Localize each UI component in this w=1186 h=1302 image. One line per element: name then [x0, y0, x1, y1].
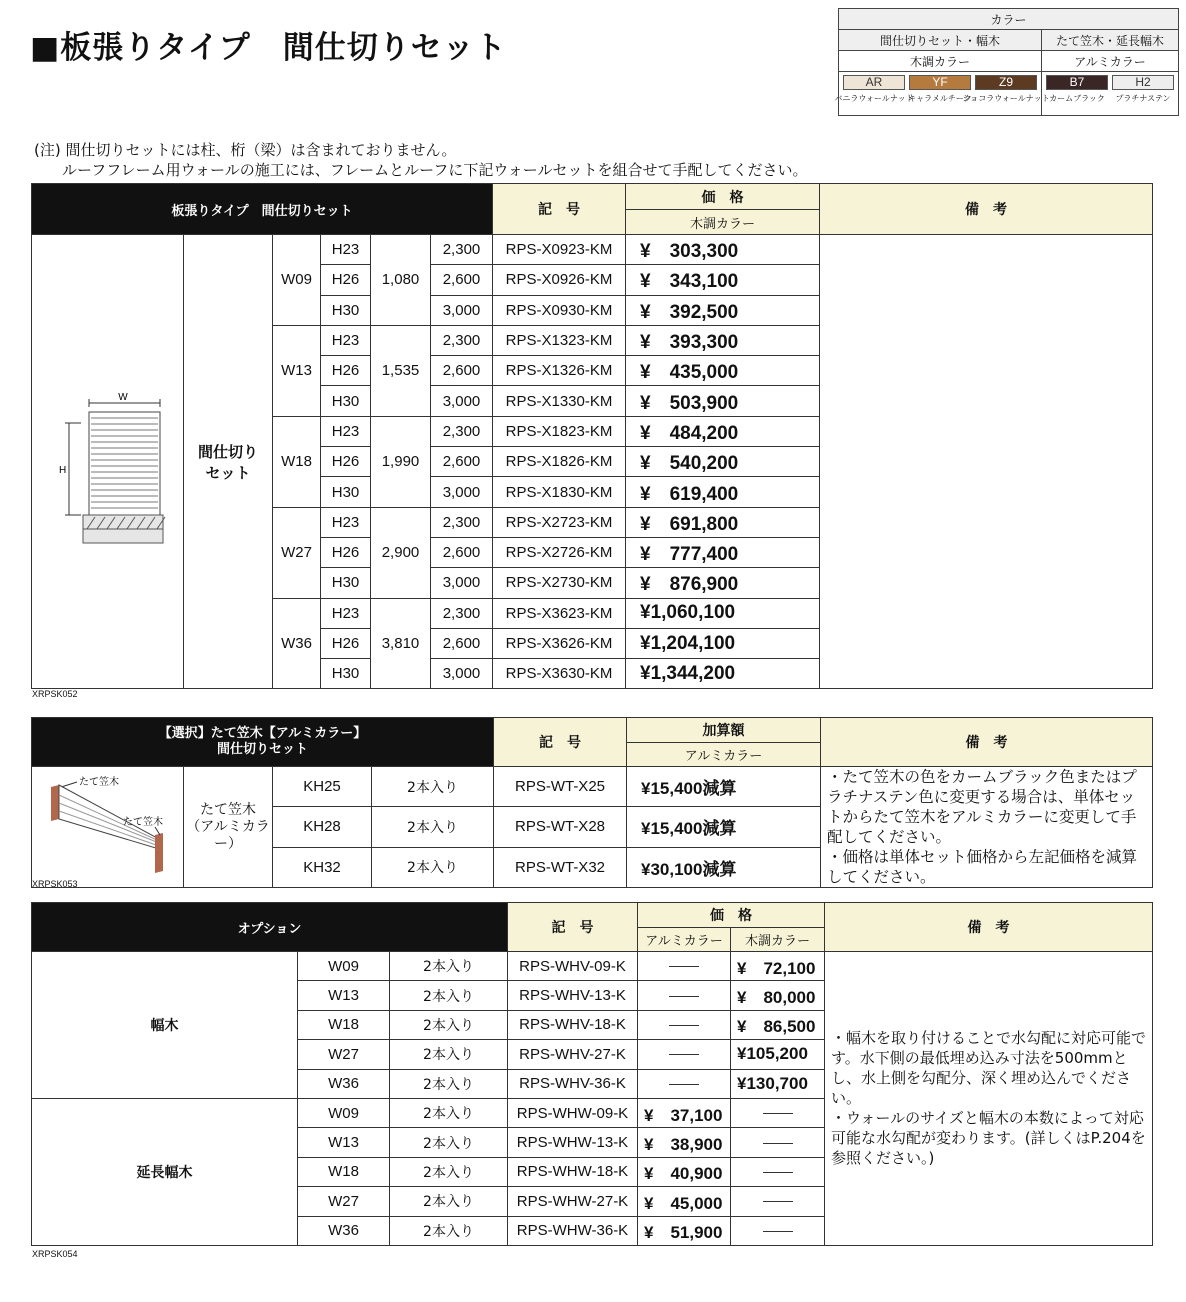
price: ¥130,700: [731, 1069, 825, 1098]
price: ¥ 392,500: [626, 295, 820, 325]
product-code: RPS-WHV-09-K: [508, 952, 638, 981]
width-mm: 1,535: [371, 325, 431, 416]
height-mm: 2,600: [431, 537, 493, 567]
option-qty: 2本入り: [390, 1069, 508, 1098]
price: ¥ 51,900: [638, 1216, 731, 1245]
color-swatch: [962, 74, 1050, 104]
option-table: [31, 902, 1153, 1246]
table1-remarks-header: 備 考: [820, 184, 1153, 235]
dash: [763, 1113, 793, 1114]
table3-remarks: ・幅木を取り付けることで水勾配に対応可能です。水下側の最低埋め込み寸法を500mmとし、水上側を勾配分、深く埋め込んでください。 ・ウォールのサイズと幅木の本数によって対応可能な水勾配が変わります。(詳しくはP.204を参照ください。): [825, 952, 1153, 1246]
height-code: H23: [321, 416, 371, 446]
kasagi-code: KH25: [273, 767, 372, 807]
table2-code-header: 記 号: [494, 718, 627, 767]
price-na: [731, 1216, 825, 1245]
height-code: H26: [321, 628, 371, 658]
partition-set-table: [31, 183, 1153, 689]
swatch-name: プラチナステン: [1115, 93, 1171, 103]
color-swatch: [834, 74, 914, 104]
price: ¥ 343,100: [626, 265, 820, 295]
width-code: W36: [273, 598, 321, 689]
product-code: RPS-X3630-KM: [493, 659, 626, 689]
price: ¥ 303,300: [626, 235, 820, 265]
option-size: W27: [298, 1040, 390, 1069]
kasagi-qty: 2本入り: [372, 847, 494, 887]
color-swatch: [1044, 75, 1110, 104]
table1-remarks: [820, 235, 1153, 689]
table2-price-sub: アルミカラー: [627, 743, 821, 767]
color-sub2: アルミカラー: [1042, 51, 1179, 72]
partition-diagram-svg: [33, 240, 183, 680]
height-mm: 2,300: [431, 416, 493, 446]
price: ¥ 435,000: [626, 356, 820, 386]
height-mm: 2,600: [431, 356, 493, 386]
height-code: H30: [321, 568, 371, 598]
color-col2: たて笠木・延長幅木: [1042, 30, 1179, 51]
price: ¥ 393,300: [626, 325, 820, 355]
height-mm: 2,600: [431, 628, 493, 658]
dash: [669, 996, 699, 997]
table1-code: XRPSK052: [32, 689, 78, 699]
product-code: RPS-WHV-36-K: [508, 1069, 638, 1098]
product-code: RPS-WHW-09-K: [508, 1098, 638, 1127]
height-code: H23: [321, 507, 371, 537]
height-mm: 2,300: [431, 325, 493, 355]
product-code: RPS-X1830-KM: [493, 477, 626, 507]
width-mm: 3,810: [371, 598, 431, 689]
width-code: W27: [273, 507, 321, 598]
option-qty: 2本入り: [390, 1187, 508, 1216]
price: ¥ 40,900: [638, 1157, 731, 1186]
height-code: H30: [321, 295, 371, 325]
swatch-chip: H2: [1112, 75, 1174, 90]
kasagi-item-label: たて笠木 （アルミカラー）: [184, 767, 273, 888]
option-qty: 2本入り: [390, 1128, 508, 1157]
price-na: [638, 981, 731, 1010]
height-mm: 2,600: [431, 265, 493, 295]
table-row: [32, 767, 1153, 807]
option-size: W18: [298, 1157, 390, 1186]
width-mm: 1,080: [371, 235, 431, 326]
dash: [763, 1231, 793, 1232]
color-legend-header: カラー: [839, 9, 1179, 30]
kasagi-code: KH28: [273, 807, 372, 847]
swatch-name: バニラウォールナット: [834, 93, 914, 103]
product-code: RPS-X3623-KM: [493, 598, 626, 628]
product-code: RPS-WHV-13-K: [508, 981, 638, 1010]
diagram-label-2: たて笠木: [122, 817, 163, 828]
product-code: RPS-X0930-KM: [493, 295, 626, 325]
product-code: RPS-X1323-KM: [493, 325, 626, 355]
note-line-2: ルーフフレーム用ウォールの施工には、フレームとルーフに下記ウォールセットを組合せて手配してください。: [62, 161, 808, 179]
kasagi-code: KH32: [273, 847, 372, 887]
price: ¥15,400減算: [627, 767, 821, 807]
price: ¥ 540,200: [626, 447, 820, 477]
product-code: RPS-X1330-KM: [493, 386, 626, 416]
diagram-h-label: H: [58, 464, 66, 476]
table1-header: 板張りタイプ 間仕切りセット: [32, 184, 493, 235]
table-row: [32, 952, 1153, 981]
note-line-1: (注) 間仕切りセットには柱、桁（梁）は含まれておりません。: [34, 141, 457, 159]
product-code: RPS-WHW-18-K: [508, 1157, 638, 1186]
color-col1: 間仕切りセット・幅木: [839, 30, 1042, 51]
price: ¥ 45,000: [638, 1187, 731, 1216]
table2-code: XRPSK053: [32, 879, 78, 889]
price: ¥ 38,900: [638, 1128, 731, 1157]
option-qty: 2本入り: [390, 1010, 508, 1039]
diagram-label-1: たて笠木: [78, 777, 119, 788]
price: ¥ 876,900: [626, 568, 820, 598]
table2-remarks: ・たて笠木の色をカームブラック色またはプラチナステン色に変更する場合は、単体セットからたて笠木をアルミカラーに変更して手配してください。 ・価格は単体セット価格から左記価格を減算してください。: [821, 767, 1153, 888]
price: ¥105,200: [731, 1040, 825, 1069]
diagram-w-label: W: [117, 391, 128, 403]
kasagi-diagram-svg: [33, 771, 183, 879]
table3-price-sub-wood: 木調カラー: [731, 928, 825, 952]
product-code: RPS-WHW-27-K: [508, 1187, 638, 1216]
height-mm: 2,300: [431, 598, 493, 628]
height-mm: 2,600: [431, 447, 493, 477]
dash: [763, 1201, 793, 1202]
height-code: H26: [321, 537, 371, 567]
table2-remarks-header: 備 考: [821, 718, 1153, 767]
table1-price-sub: 木調カラー: [626, 210, 820, 235]
width-code: W09: [273, 235, 321, 326]
price: ¥ 484,200: [626, 416, 820, 446]
option-qty: 2本入り: [390, 952, 508, 981]
height-code: H30: [321, 386, 371, 416]
option-size: W09: [298, 952, 390, 981]
color-sub1: 木調カラー: [839, 51, 1042, 72]
product-code: RPS-WHW-36-K: [508, 1216, 638, 1245]
table3-remarks-header: 備 考: [825, 903, 1153, 952]
item-label: 間仕切り セット: [184, 235, 273, 689]
kasagi-diagram: [32, 767, 184, 888]
option-qty: 2本入り: [390, 1216, 508, 1245]
dash: [669, 1084, 699, 1085]
kasagi-qty: 2本入り: [372, 807, 494, 847]
option-qty: 2本入り: [390, 1157, 508, 1186]
price: ¥15,400減算: [627, 807, 821, 847]
swatch-chip: YF: [909, 75, 971, 90]
color-legend: [834, 8, 1179, 116]
height-mm: 3,000: [431, 477, 493, 507]
page-title: ■板張りタイプ 間仕切りセット: [30, 30, 507, 66]
swatch-name: ショコラウォールナット: [962, 93, 1050, 103]
option-size: W09: [298, 1098, 390, 1127]
dash: [763, 1172, 793, 1173]
product-code: RPS-WT-X25: [494, 767, 627, 807]
option-qty: 2本入り: [390, 981, 508, 1010]
price: ¥ 691,800: [626, 507, 820, 537]
table-row: [32, 235, 1153, 265]
product-code: RPS-X1326-KM: [493, 356, 626, 386]
swatch-chip: AR: [843, 75, 905, 90]
option-size: W13: [298, 981, 390, 1010]
price: ¥1,204,100: [626, 628, 820, 658]
width-mm: 1,990: [371, 416, 431, 507]
product-code: RPS-X3626-KM: [493, 628, 626, 658]
width-code: W18: [273, 416, 321, 507]
kasagi-table: [31, 717, 1153, 888]
dash: [763, 1143, 793, 1144]
swatch-chip: Z9: [975, 75, 1037, 90]
price: ¥ 80,000: [731, 981, 825, 1010]
option-size: W36: [298, 1069, 390, 1098]
product-code: RPS-WT-X28: [494, 807, 627, 847]
price-na: [638, 952, 731, 981]
price-na: [638, 1040, 731, 1069]
table2-price-header: 加算額: [627, 718, 821, 743]
option-qty: 2本入り: [390, 1040, 508, 1069]
dash: [669, 966, 699, 967]
option-size: W27: [298, 1187, 390, 1216]
price: ¥30,100減算: [627, 847, 821, 887]
height-code: H30: [321, 477, 371, 507]
price-na: [638, 1069, 731, 1098]
option-group-name: 延長幅木: [32, 1098, 298, 1245]
kasagi-qty: 2本入り: [372, 767, 494, 807]
height-code: H26: [321, 356, 371, 386]
price-na: [731, 1187, 825, 1216]
dash: [669, 1025, 699, 1026]
option-group-name: 幅木: [32, 952, 298, 1099]
price: ¥ 619,400: [626, 477, 820, 507]
product-code: RPS-X1823-KM: [493, 416, 626, 446]
height-code: H23: [321, 235, 371, 265]
product-code: RPS-X1826-KM: [493, 447, 626, 477]
product-code: RPS-X0926-KM: [493, 265, 626, 295]
price: ¥ 777,400: [626, 537, 820, 567]
height-mm: 3,000: [431, 659, 493, 689]
height-code: H23: [321, 598, 371, 628]
height-mm: 3,000: [431, 568, 493, 598]
product-code: RPS-WHV-27-K: [508, 1040, 638, 1069]
product-code: RPS-X2730-KM: [493, 568, 626, 598]
table3-price-header: 価 格: [638, 903, 825, 928]
table2-header: 【選択】たて笠木【アルミカラー】 間仕切りセット: [32, 718, 494, 767]
table1-code-header: 記 号: [493, 184, 626, 235]
price-na: [731, 1128, 825, 1157]
price: ¥ 86,500: [731, 1010, 825, 1039]
price: ¥ 37,100: [638, 1098, 731, 1127]
table3-price-sub-alumi: アルミカラー: [638, 928, 731, 952]
price: ¥1,060,100: [626, 598, 820, 628]
table1-price-header: 価 格: [626, 184, 820, 210]
product-code: RPS-WHV-18-K: [508, 1010, 638, 1039]
height-code: H23: [321, 325, 371, 355]
price: ¥1,344,200: [626, 659, 820, 689]
price-na: [731, 1157, 825, 1186]
product-code: RPS-X0923-KM: [493, 235, 626, 265]
table3-header: オプション: [32, 903, 508, 952]
product-code: RPS-X2726-KM: [493, 537, 626, 567]
option-size: W13: [298, 1128, 390, 1157]
option-size: W18: [298, 1010, 390, 1039]
swatch-name: カームブラック: [1049, 93, 1105, 103]
height-code: H26: [321, 265, 371, 295]
height-mm: 2,300: [431, 235, 493, 265]
product-code: RPS-WHW-13-K: [508, 1128, 638, 1157]
swatch-name: キャラメルチーク: [908, 93, 972, 103]
dash: [669, 1054, 699, 1055]
price-na: [638, 1010, 731, 1039]
swatch-chip: B7: [1046, 75, 1108, 90]
height-mm: 3,000: [431, 386, 493, 416]
color-swatch: [1110, 75, 1176, 104]
table3-code-header: 記 号: [508, 903, 638, 952]
price: ¥ 72,100: [731, 952, 825, 981]
width-mm: 2,900: [371, 507, 431, 598]
height-code: H26: [321, 447, 371, 477]
product-code: RPS-WT-X32: [494, 847, 627, 887]
height-code: H30: [321, 659, 371, 689]
table3-code: XRPSK054: [32, 1249, 78, 1259]
product-code: RPS-X2723-KM: [493, 507, 626, 537]
height-mm: 3,000: [431, 295, 493, 325]
height-mm: 2,300: [431, 507, 493, 537]
price-na: [731, 1098, 825, 1127]
width-code: W13: [273, 325, 321, 416]
option-size: W36: [298, 1216, 390, 1245]
price: ¥ 503,900: [626, 386, 820, 416]
partition-diagram: [32, 235, 184, 689]
option-qty: 2本入り: [390, 1098, 508, 1127]
